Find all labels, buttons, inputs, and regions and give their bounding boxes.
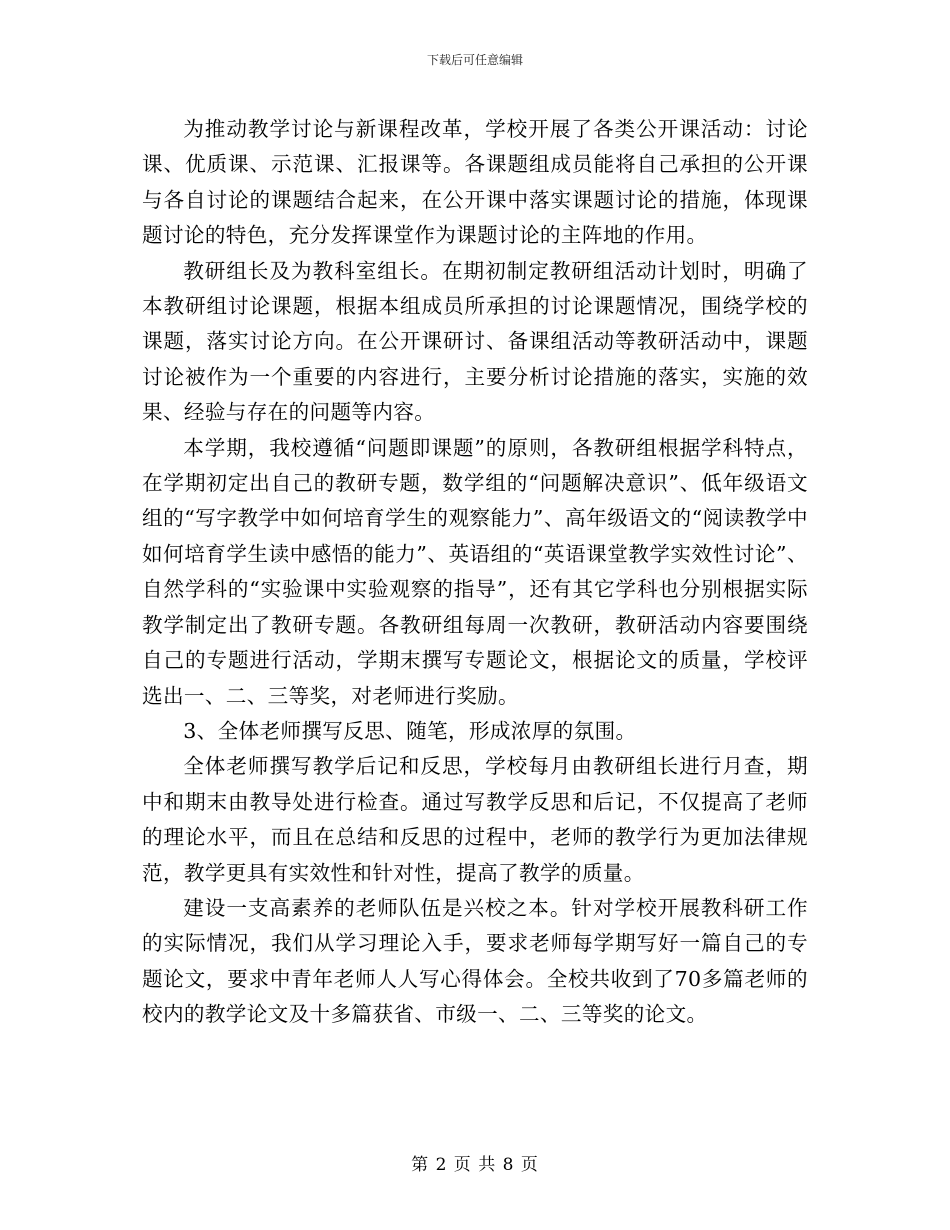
paragraph-1: 为推动教学讨论与新课程改革，学校开展了各类公开课活动：讨论课、优质课、示范课、汇报课等。各课题组成员能将自己承担的公开课与各自讨论的课题结合起来，在公开课中落实课题讨论的措施，体现课题讨论的特色，充分发挥课堂作为课题讨论的主阵地的作用。 (142, 117, 808, 248)
page-header: 下载后可任意编辑 (426, 53, 523, 67)
document-body (142, 112, 808, 1033)
paragraph-4: 3、全体老师撰写反思、随笔，形成浓厚的氛围。 (183, 718, 637, 743)
paragraph-3: 本学期，我校遵循“问题即课题”的原则，各教研组根据学科特点，在学期初定出自己的教研专题，数学组的“问题解决意识”、低年级语文组的“写字教学中如何培育学生的观察能力”、高年级语文的“阅读教学中如何培育学生读中感悟的能力”、英语组的“英语课堂教学实效性讨论”、自然学科的“实验课中实验观察的指导”，还有其它学科也分别根据实际教学制定出了教研专题。各教研组每周一次教研，教研活动内容要围绕自己的专题进行活动，学期末撰写专题论文，根据论文的质量，学校评选出一、二、三等奖，对老师进行奖励。 (142, 435, 808, 708)
paragraph-6: 建设一支高素养的老师队伍是兴校之本。针对学校开展教科研工作的实际情况，我们从学习理论入手，要求老师每学期写好一篇自己的专题论文，要求中青年老师人人写心得体会。全校共收到了70多篇老师的校内的教学论文及十多篇获省、市级一、二、三等奖的论文。 (142, 895, 808, 1027)
paragraph-2: 教研组长及为教科室组长。在期初制定教研组活动计划时，明确了本教研组讨论课题，根据本组成员所承担的讨论课题情况，围绕学校的课题，落实讨论方向。在公开课研讨、备课组活动等教研活动中，课题讨论被作为一个重要的内容进行，主要分析讨论措施的落实，实施的效果、经验与存在的问题等内容。 (142, 258, 808, 425)
page-number: 第 2 页 共 8 页 (411, 1155, 539, 1175)
paragraph-5: 全体老师撰写教学后记和反思，学校每月由教研组长进行月查，期中和期末由教导处进行检查。通过写教学反思和后记，不仅提高了老师的理论水平，而且在总结和反思的过程中，老师的教学行为更加法律规范，教学更具有实效性和针对性，提高了教学的质量。 (142, 754, 808, 885)
